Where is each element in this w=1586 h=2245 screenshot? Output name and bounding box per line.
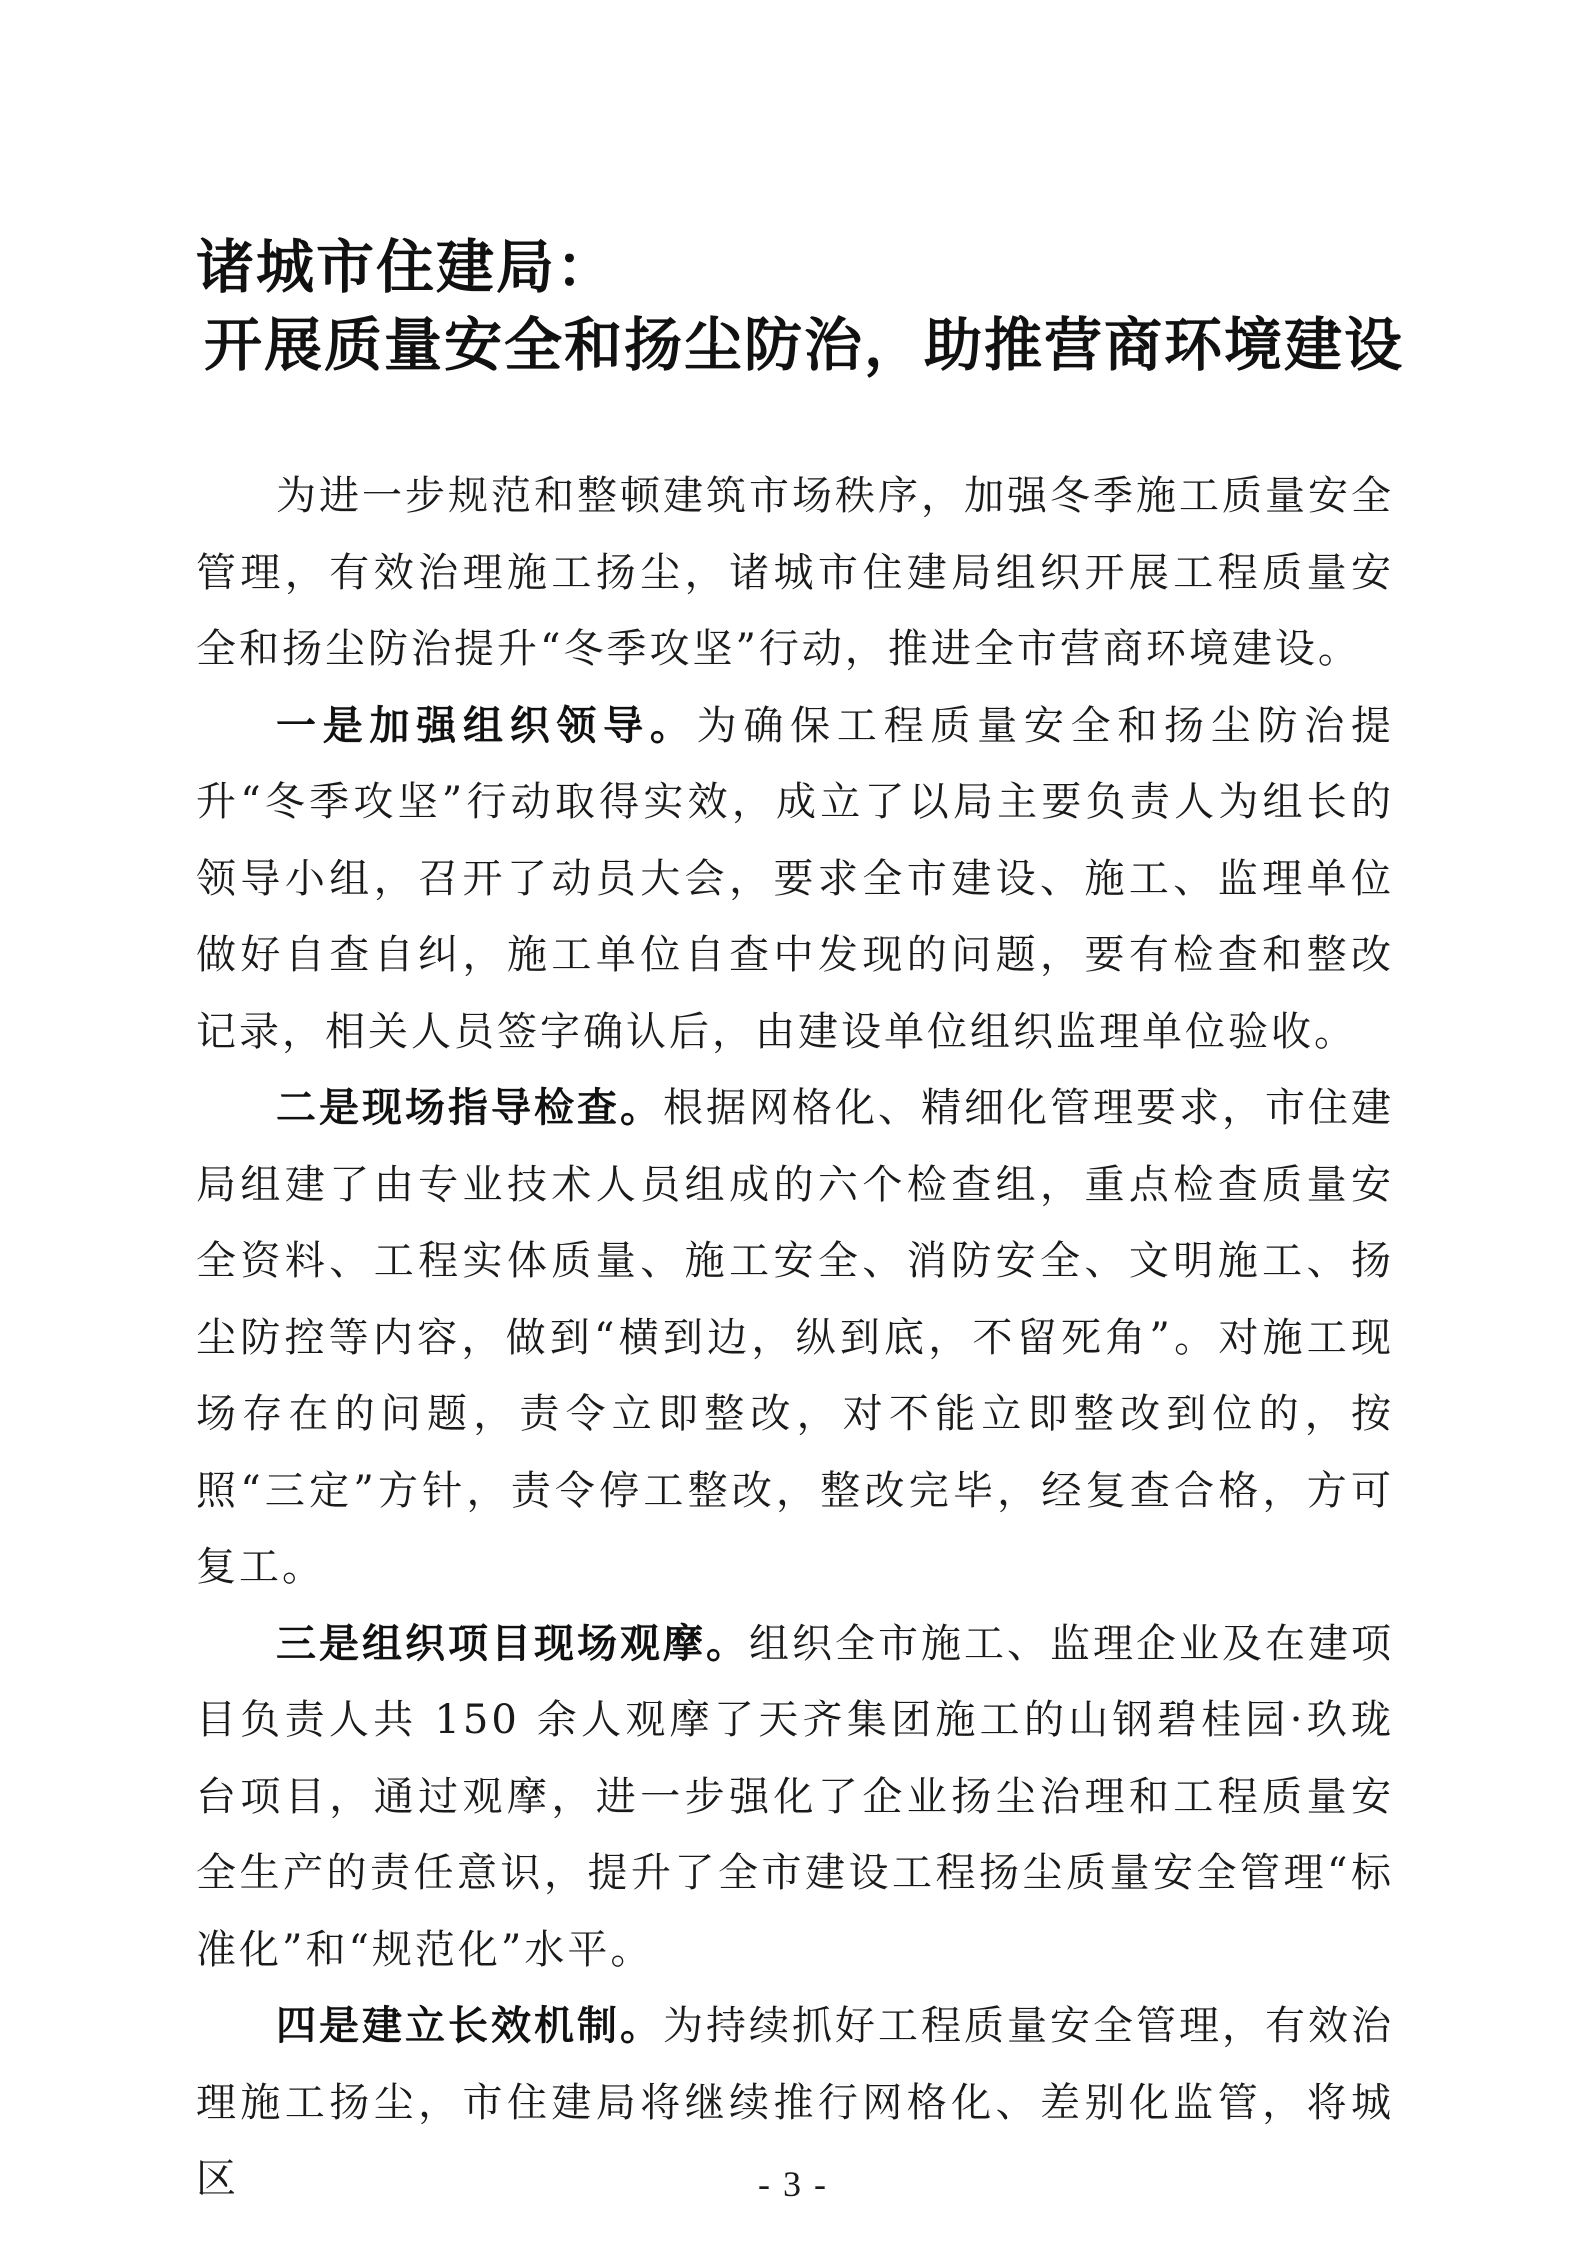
paragraph-lead: 二是现场指导检查。 (276, 1085, 663, 1131)
paragraph-observation (196, 1606, 1394, 1989)
paragraph-text: 为进一步规范和整顿建筑市场秩序，加强冬季施工质量安全管理，有效治理施工扬尘，诸城市住建局组织开展工程质量安全和扬尘防治提升“冬季攻坚”行动，推进全市营商环境建设。 (196, 473, 1394, 672)
title-line-1: 诸城市住建局： (196, 233, 617, 301)
paragraph-text: 根据网格化、精细化管理要求，市住建局组建了由专业技术人员组成的六个检查组，重点检查质量安全资料、工程实体质量、施工安全、消防安全、文明施工、扬尘防控等内容，做到“横到边，纵到底，不留死角”。对施工现场存在的问题，责令立即整改，对不能立即整改到位的，按照“三定”方针，责令停工整改，整改完毕，经复查合格，方可复工。 (196, 1085, 1394, 1590)
paragraph-text: 为持续抓好工程质量安全管理，有效治理施工扬尘，市住建局将继续推行网格化、差别化监管，将城区 (196, 2003, 1394, 2202)
page-number: - 3 - (758, 2164, 828, 2204)
paragraph-intro (196, 458, 1394, 688)
paragraph-lead: 三是组织项目现场观摩。 (276, 1620, 749, 1667)
paragraph-lead: 一是加强组织领导。 (276, 702, 697, 749)
paragraph-inspection (196, 1070, 1394, 1606)
paragraph-organization (196, 688, 1394, 1071)
title-line-2: 开展质量安全和扬尘防治，助推营商环境建设 (204, 311, 1405, 379)
article-body (196, 458, 1394, 2218)
paragraph-lead: 四是建立长效机制。 (276, 2003, 663, 2049)
article-title (196, 228, 1405, 384)
paragraph-text: 组织全市施工、监理企业及在建项目负责人共 150 余人观摩了天齐集团施工的山钢碧桂园·玖珑台项目，通过观摩，进一步强化了企业扬尘治理和工程质量安全生产的责任意识，提升了全市建设工程扬尘质量安全管理“标准化”和“规范化”水平。 (196, 1620, 1394, 1973)
paragraph-text: 为确保工程质量安全和扬尘防治提升“冬季攻坚”行动取得实效，成立了以局主要负责人为组长的领导小组，召开了动员大会，要求全市建设、施工、监理单位做好自查自纠，施工单位自查中发现的问题，要有检查和整改记录，相关人员签字确认后，由建设单位组织监理单位验收。 (196, 702, 1395, 1055)
